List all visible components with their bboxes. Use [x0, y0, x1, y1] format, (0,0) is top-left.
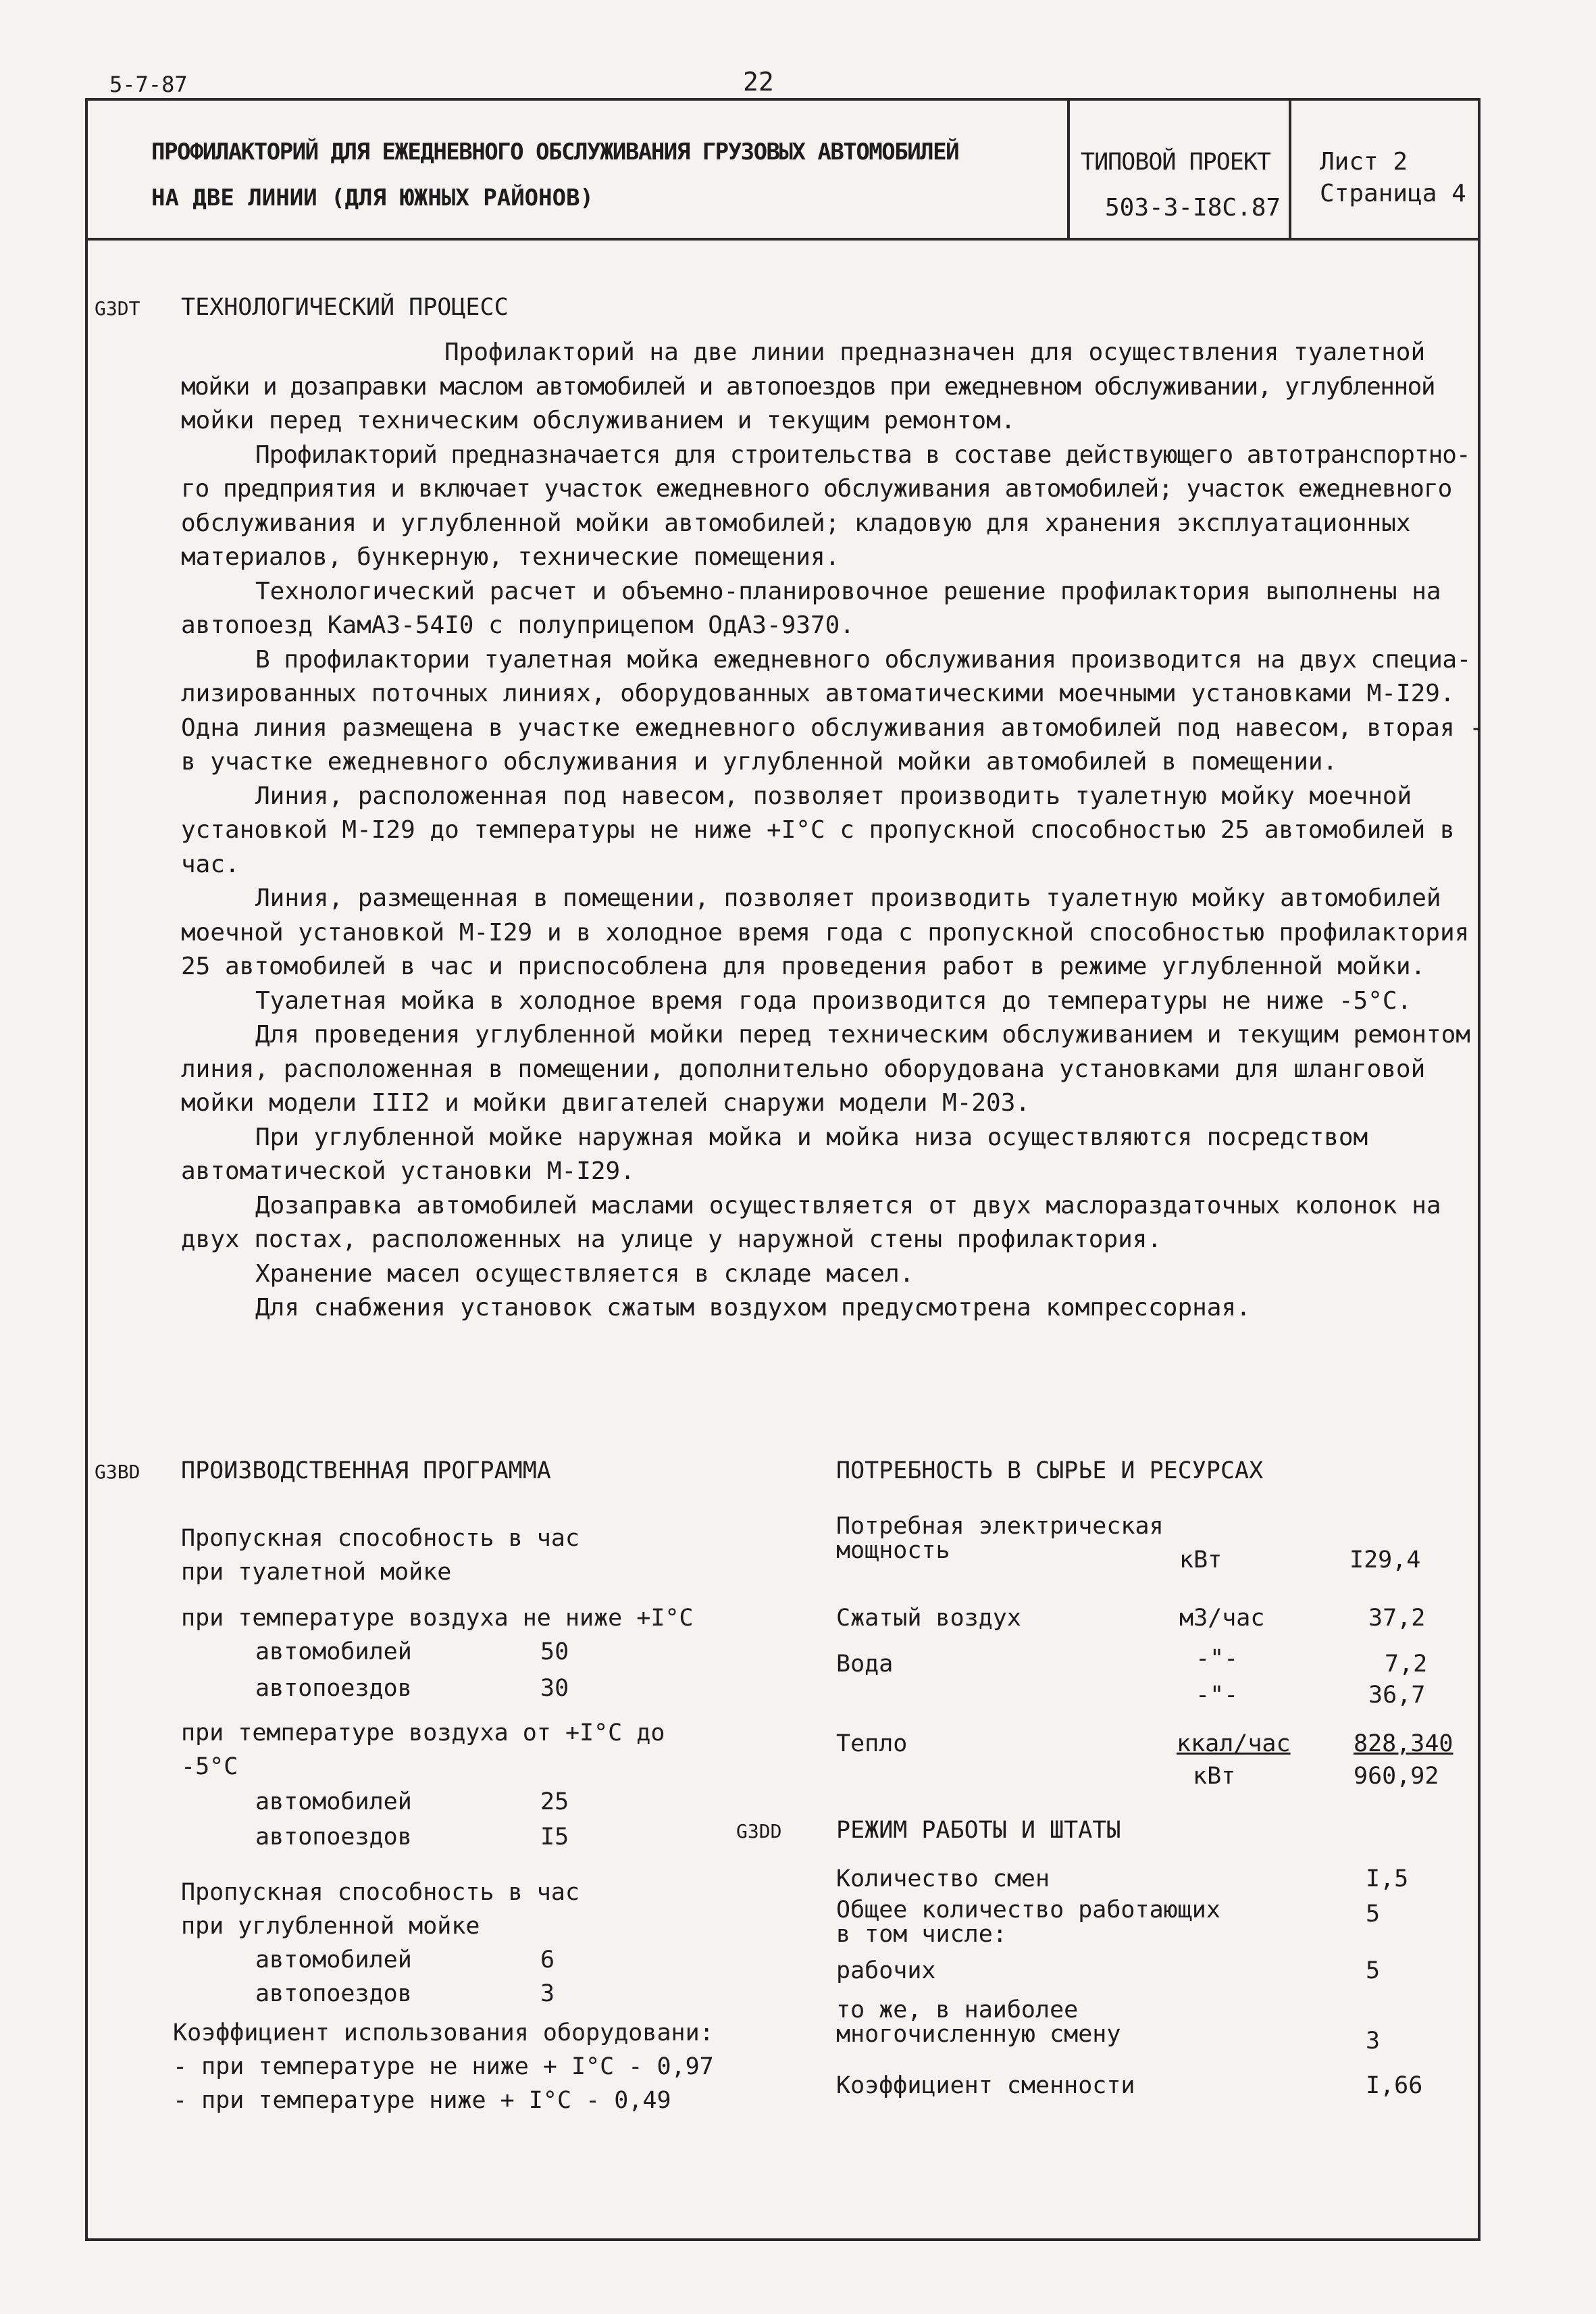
shift-coef-value: I,66: [1366, 2072, 1423, 2099]
paragraph-line: В профилактории туалетная мойка ежедневного обслуживания производится на двух специа-: [255, 645, 1471, 674]
water-value-2: 36,7: [1368, 1682, 1426, 1709]
workers-label-line-1: Общее количество работающих: [836, 1896, 1220, 1923]
temp2-trains-value: I5: [540, 1823, 569, 1851]
title-block-bottom-rule: [85, 238, 1481, 241]
paragraph-line: При углубленной мойке наружная мойка и мойка низа осуществляются посредством: [255, 1123, 1368, 1151]
capacity-deep-line-2: при углубленной мойке: [181, 1913, 480, 1940]
heat-label: Тепло: [836, 1730, 908, 1757]
paragraph-line: Линия, размещенная в помещении, позволяет производить туалетную мойку автомобилей: [255, 884, 1441, 912]
air-value: 37,2: [1368, 1605, 1426, 1632]
paragraph-line: мойки и дозаправки маслом автомобилей и автопоездов при ежедневном обслуживании, углубленной: [181, 372, 1435, 401]
paragraph-line: Дозаправка автомобилей маслами осуществляется от двух маслораздаточных колонок на: [255, 1191, 1441, 1219]
heat-value-1: 828,340: [1354, 1730, 1453, 1757]
equipment-coef-below: - при температуре ниже + I°С - 0,49: [173, 2087, 671, 2114]
temp-condition-2-line-2: -5°С: [181, 1753, 238, 1780]
max-shift-value: 3: [1366, 2028, 1381, 2055]
paragraph-line: 25 автомобилей в час и приспособлена для проведения работ в режиме углубленной мойки.: [181, 953, 1426, 980]
temp2-cars-value: 25: [540, 1788, 569, 1815]
paragraph-line: автоматической установки М-I29.: [181, 1157, 635, 1185]
trains-label: автопоездов: [255, 1675, 412, 1702]
project-title-line-1: ПРОФИЛАКТОРИЙ ДЛЯ ЕЖЕДНЕВНОГО ОБСЛУЖИВАНИЯ ГРУЗОВЫХ АВТОМОБИЛЕЙ: [151, 139, 959, 166]
shift-coef-label: Коэффициент сменности: [836, 2072, 1135, 2099]
capacity-toilet-line-1: Пропускная способность в час: [181, 1525, 580, 1552]
project-type-label: ТИПОВОЙ ПРОЕКТ: [1081, 149, 1271, 176]
power-value: I29,4: [1349, 1546, 1421, 1574]
water-unit-2: -"-: [1195, 1682, 1239, 1709]
paragraph-line: Для проведения углубленной мойки перед техническим обслуживанием и текущим ремонтом: [255, 1021, 1470, 1049]
paragraph-line: двух постах, расположенных на улице у наружной стены профилактория.: [181, 1226, 1162, 1253]
heat-unit-2: кВт: [1193, 1763, 1236, 1790]
cars-label: автомобилей: [255, 1788, 412, 1815]
equipment-coef-heading: Коэффициент использования оборудовани:: [173, 2019, 714, 2046]
paragraph-line: лизированных поточных линиях, оборудованных автоматическими моечными установками М-I29.: [181, 680, 1455, 707]
paragraph-line: Линия, расположенная под навесом, позволяет производить туалетную мойку моечной: [255, 782, 1412, 810]
paragraph-line: обслуживания и углубленной мойки автомобилей; кладовую для хранения эксплуатационных: [181, 509, 1411, 537]
trains-label: автопоездов: [255, 1980, 412, 2007]
paragraph-line: установкой М-I29 до температуры не ниже +I°С с пропускной способностью 25 автомобилей в: [181, 816, 1455, 844]
paragraph-line: в участке ежедневного обслуживания и углубленной мойки автомобилей в помещении.: [181, 748, 1338, 776]
air-label: Сжатый воздух: [836, 1605, 1021, 1632]
sheet-label: Лист 2: [1320, 148, 1408, 176]
paragraph-line: линия, расположенная в помещении, дополнительно оборудована установками для шланговой: [181, 1055, 1426, 1083]
workers-label-line-2: в том числе:: [836, 1921, 1007, 1948]
section-heading-resources: ПОТРЕБНОСТЬ В СЫРЬЕ И РЕСУРСАХ: [836, 1457, 1264, 1484]
heat-value-2: 960,92: [1354, 1763, 1439, 1790]
equipment-coef-above: - при температуре не ниже + I°С - 0,97: [173, 2053, 714, 2080]
temp1-cars-value: 50: [540, 1638, 569, 1665]
power-label-line-1: Потребная электрическая: [836, 1513, 1164, 1540]
paragraph-line: Туалетная мойка в холодное время года производится до температуры не ниже -5°С.: [255, 986, 1412, 1015]
paragraph-line: материалов, бункерную, технические помещения.: [181, 543, 840, 571]
capacity-toilet-line-2: при туалетной мойке: [181, 1559, 452, 1586]
capacity-deep-line-1: Пропускная способность в час: [181, 1879, 580, 1906]
max-shift-label-line-2: многочисленную смену: [836, 2021, 1121, 2048]
cars-label: автомобилей: [255, 1638, 412, 1665]
page-label: Страница 4: [1320, 180, 1466, 207]
paragraph-line: час.: [181, 850, 240, 878]
trains-label: автопоездов: [255, 1823, 412, 1851]
laborers-value: 5: [1366, 1957, 1381, 1984]
page-number: 22: [743, 67, 774, 97]
document-code: 5-7-87: [109, 72, 188, 97]
section-code-g3bd: G3BD: [95, 1461, 140, 1483]
workers-value: 5: [1366, 1901, 1381, 1928]
paragraph-line: Профилакторий на две линии предназначен для осуществления туалетной: [444, 338, 1426, 366]
title-block-divider-2: [1289, 98, 1291, 241]
water-unit-1: -"-: [1195, 1645, 1239, 1672]
paragraph-line: моечной установкой М-I29 и в холодное время года с пропускной способностью профилактория: [181, 918, 1470, 947]
deep-trains-value: 3: [540, 1980, 555, 2007]
project-title-line-2: НА ДВЕ ЛИНИИ (ДЛЯ ЮЖНЫХ РАЙОНОВ): [151, 184, 594, 211]
shifts-value: I,5: [1366, 1865, 1409, 1892]
water-value-1: 7,2: [1385, 1651, 1428, 1678]
cars-label: автомобилей: [255, 1946, 412, 1973]
section-heading-production-program: ПРОИЗВОДСТВЕННАЯ ПРОГРАММА: [181, 1457, 551, 1484]
deep-cars-value: 6: [540, 1946, 555, 1973]
temp1-trains-value: 30: [540, 1675, 569, 1702]
paragraph-line: Для снабжения установок сжатым воздухом предусмотрена компрессорная.: [255, 1294, 1251, 1322]
section-code-g3dd: G3DD: [736, 1820, 782, 1842]
air-unit: м3/час: [1179, 1605, 1265, 1632]
temp-condition-2-line-1: при температуре воздуха от +I°С до: [181, 1719, 665, 1746]
max-shift-label-line-1: то же, в наиболее: [836, 1996, 1079, 2023]
power-label-line-2: мощность: [836, 1537, 950, 1564]
paragraph-line: Технологический расчет и объемно-планировочное решение профилактория выполнены на: [255, 577, 1441, 605]
section-code-g3dt: G3DT: [95, 297, 140, 320]
power-unit: кВт: [1179, 1546, 1222, 1574]
technological-process-text: [181, 336, 1505, 1326]
shifts-label: Количество смен: [836, 1865, 1050, 1892]
temp-condition-1: при температуре воздуха не ниже +I°С: [181, 1605, 694, 1632]
paragraph-line: Профилакторий предназначается для строительства в составе действующего автотранспортно-: [255, 441, 1470, 469]
paragraph-line: мойки перед техническим обслуживанием и текущим ремонтом.: [181, 407, 1016, 434]
section-heading-technological-process: ТЕХНОЛОГИЧЕСКИЙ ПРОЦЕСС: [181, 294, 509, 321]
water-label: Вода: [836, 1651, 894, 1678]
heat-unit-1: ккал/час: [1177, 1730, 1291, 1757]
paragraph-line: автопоезд КамАЗ-54I0 с полуприцепом ОдАЗ-9370.: [181, 611, 854, 639]
title-block-divider-1: [1067, 98, 1070, 241]
paragraph-line: го предприятия и включает участок ежедневного обслуживания автомобилей; участок ежедневного: [181, 475, 1452, 503]
project-number: 503-3-I8С.87: [1105, 194, 1281, 222]
paragraph-line: Хранение масел осуществляется в складе масел.: [255, 1259, 915, 1288]
laborers-label: рабочих: [836, 1957, 936, 1984]
paragraph-line: Одна линия размещена в участке ежедневного обслуживания автомобилей под навесом, вторая -: [181, 713, 1484, 742]
section-heading-work-mode: РЕЖИМ РАБОТЫ И ШТАТЫ: [836, 1817, 1121, 1844]
paragraph-line: мойки модели III2 и мойки двигателей снаружи модели М-203.: [181, 1089, 1031, 1117]
